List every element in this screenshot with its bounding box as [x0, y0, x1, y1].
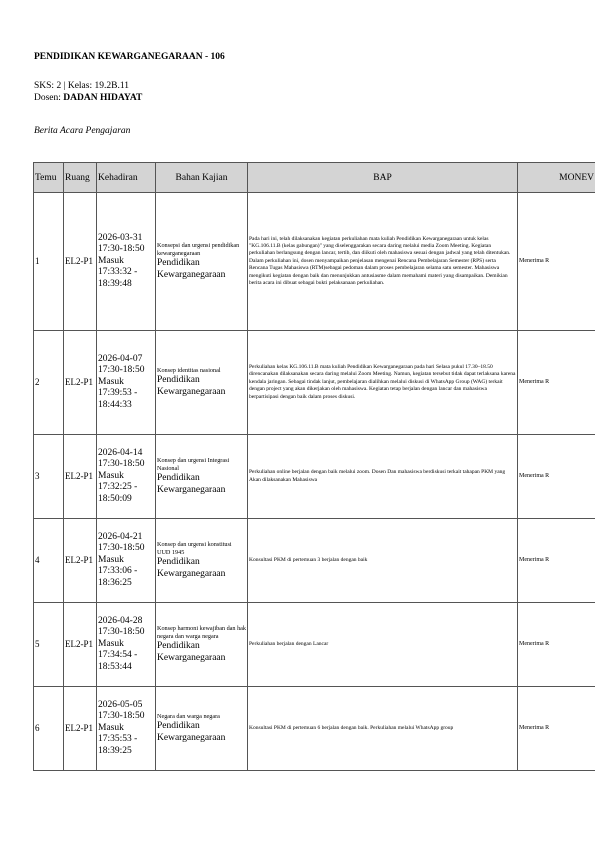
document-title: PENDIDIKAN KEWARGANEGARAAN - 106 — [34, 52, 225, 62]
kehadiran-cell — [97, 687, 156, 771]
bahan-kajian-topic: Negara dan warga negara — [157, 712, 220, 720]
bap-table — [33, 162, 595, 771]
bahan-kajian-cell — [156, 687, 248, 771]
bahan-kajian-cell — [156, 193, 248, 331]
kehadiran-time: 17:30-18:50 — [98, 459, 145, 470]
kehadiran-status: Masuk — [98, 376, 124, 387]
dosen-name: DADAN HIDAYAT — [63, 93, 143, 103]
bahan-kajian-topic: Konsep dan urgensi konstitusi UUD 1945 — [157, 540, 232, 556]
monev-cell: Menerima R — [518, 331, 595, 435]
temu-cell: 5 — [34, 603, 64, 687]
col-header-bap: BAP — [248, 163, 518, 193]
ruang-cell: EL2-P1 — [64, 603, 97, 687]
kehadiran-cell — [97, 519, 156, 603]
temu-cell: 6 — [34, 687, 64, 771]
temu-cell: 1 — [34, 193, 64, 331]
kehadiran-clock: 17:35:53 - 18:39:25 — [98, 734, 138, 756]
kehadiran-status: Masuk — [98, 638, 124, 649]
temu-cell: 4 — [34, 519, 64, 603]
bahan-kajian-cell — [156, 519, 248, 603]
table-row — [34, 603, 595, 687]
dosen-line — [34, 93, 142, 103]
bap-cell: Pada hari ini, telah dilaksanakan kegiatan perkuliahan mata kuliah Pendidikan Kewarganegaraan untuk kelas "KG.106.11.B (kelas gabungan)" yang diselenggarakan secara daring melalui media Zoom Meeting. Kegiatan perkuliahan berlangsung dengan lancar, tertib, dan diikuti oleh mahasiswa sesuai dengan jadwal yang telah ditentukan. Dalam perkuliahan ini, dosen menyampaikan penjelasan mengenai Rencana Pembelajaran Semester (RPS) serta Rencana Tugas Mahasiswa (RTM)sebagai pedoman dalam proses pembelajaran selama satu semester. Mahasiswa mengikuti kegiatan dengan baik dan menunjukkan antusiasme dalam memahami materi yang disampaikan. Demikian berita acara ini dibuat sebagai bukti pelaksanaan perkuliahan. — [248, 193, 518, 331]
bahan-kajian-topic: Konsepsi dan urgensi pendidikan kewarganegaraan — [157, 241, 240, 257]
ruang-cell: EL2-P1 — [64, 519, 97, 603]
col-header-temu: Temu — [34, 163, 64, 193]
bahan-kajian-cell — [156, 435, 248, 519]
kehadiran-status: Masuk — [98, 554, 124, 565]
kehadiran-date: 2026-04-07 — [98, 353, 143, 364]
dosen-label: Dosen: — [34, 93, 61, 103]
kehadiran-time: 17:30-18:50 — [98, 711, 145, 722]
kehadiran-date: 2026-04-28 — [98, 615, 143, 626]
kehadiran-time: 17:30-18:50 — [98, 244, 145, 255]
bap-cell: Konsultasi PKM di pertemuan 3 berjalan dengan baik — [248, 519, 518, 603]
col-header-bahan-kajian: Bahan Kajian — [156, 163, 248, 193]
monev-cell: Menerima R — [518, 519, 595, 603]
kehadiran-date: 2026-04-14 — [98, 447, 143, 458]
kehadiran-status: Masuk — [98, 722, 124, 733]
monev-cell: Menerima R — [518, 603, 595, 687]
kehadiran-cell — [97, 331, 156, 435]
table-row — [34, 435, 595, 519]
kehadiran-cell — [97, 603, 156, 687]
bahan-kajian-course: Pendidikan Kewarganegaraan — [157, 557, 226, 579]
bap-cell: Perkuliahan berjalan dengan Lancar — [248, 603, 518, 687]
kehadiran-time: 17:30-18:50 — [98, 543, 145, 554]
table-row — [34, 331, 595, 435]
ruang-cell: EL2-P1 — [64, 193, 97, 331]
kehadiran-clock: 17:33:32 - 18:39:48 — [98, 267, 138, 289]
kehadiran-cell — [97, 193, 156, 331]
col-header-ruang: Ruang — [64, 163, 97, 193]
table-row — [34, 687, 595, 771]
kehadiran-clock: 17:32:25 - 18:50:09 — [98, 482, 138, 504]
bap-cell: Perkuliahan kelas KG.106.11.B mata kuliah Pendidikan Kewarganegaraan pada hari Selasa pukul 17.30–18.50 direncanakan dilaksanakan secara daring melalui Zoom Meeting. Namun, kegiatan tersebut tidak dapat terlaksana karena kendala jaringan. Sebagai tindak lanjut, pembelajaran dialihkan melalui diskusi di WhatsApp Group (WAG) terkait dengan project yang akan dikerjakan oleh mahasiswa. Kegiatan tetap berjalan dengan lancar dan mahasiswa berpartisipasi dengan baik dalam proses diskusi. — [248, 331, 518, 435]
kehadiran-time: 17:30-18:50 — [98, 627, 145, 638]
bap-cell: Konsultasi PKM di pertemuan 6 berjalan dengan baik. Perkuliahan melalui WhatsApp group — [248, 687, 518, 771]
bahan-kajian-cell — [156, 603, 248, 687]
monev-cell: Menerima R — [518, 687, 595, 771]
ruang-cell: EL2-P1 — [64, 687, 97, 771]
kehadiran-clock: 17:33:06 - 18:36:25 — [98, 566, 138, 588]
table-row — [34, 519, 595, 603]
table-header-row — [34, 163, 595, 193]
kehadiran-clock: 17:34:54 - 18:53:44 — [98, 650, 138, 672]
monev-cell: Menerima R — [518, 193, 595, 331]
bap-cell: Perkuliahan online berjalan dengan baik melalui zoom. Dosen Dan mahasiswa berdiskusi terkait tahapan PKM yang Akan dilaksanakan Mahasiswa — [248, 435, 518, 519]
bahan-kajian-topic: Konsep harmoni kewajiban dan hak negara dan warga negara — [157, 624, 247, 640]
kehadiran-time: 17:30-18:50 — [98, 365, 145, 376]
kehadiran-date: 2026-04-21 — [98, 531, 143, 542]
bahan-kajian-course: Pendidikan Kewarganegaraan — [157, 258, 226, 280]
kehadiran-clock: 17:39:53 - 18:44:33 — [98, 388, 138, 410]
temu-cell: 2 — [34, 331, 64, 435]
col-header-kehadiran: Kehadiran — [97, 163, 156, 193]
bahan-kajian-topic: Konsep identitas nasional — [157, 366, 221, 374]
bahan-kajian-course: Pendidikan Kewarganegaraan — [157, 641, 226, 663]
ruang-cell: EL2-P1 — [64, 331, 97, 435]
sks-kelas-line: SKS: 2 | Kelas: 19.2B.11 — [34, 81, 129, 91]
kehadiran-cell — [97, 435, 156, 519]
bahan-kajian-course: Pendidikan Kewarganegaraan — [157, 375, 226, 397]
bahan-kajian-course: Pendidikan Kewarganegaraan — [157, 721, 226, 743]
table-row — [34, 193, 595, 331]
kehadiran-status: Masuk — [98, 470, 124, 481]
section-title-text: Berita Acara Pengajaran — [34, 126, 131, 136]
bahan-kajian-cell — [156, 331, 248, 435]
col-header-monev: MONEV — [518, 163, 595, 193]
temu-cell: 3 — [34, 435, 64, 519]
monev-cell: Menerima R — [518, 435, 595, 519]
ruang-cell: EL2-P1 — [64, 435, 97, 519]
kehadiran-date: 2026-05-05 — [98, 699, 143, 710]
bahan-kajian-course: Pendidikan Kewarganegaraan — [157, 473, 226, 495]
kehadiran-status: Masuk — [98, 255, 124, 266]
section-title — [34, 126, 130, 136]
kehadiran-date: 2026-03-31 — [98, 232, 143, 243]
bahan-kajian-topic: Konsep dan urgensi Integrasi Nasional — [157, 456, 230, 472]
